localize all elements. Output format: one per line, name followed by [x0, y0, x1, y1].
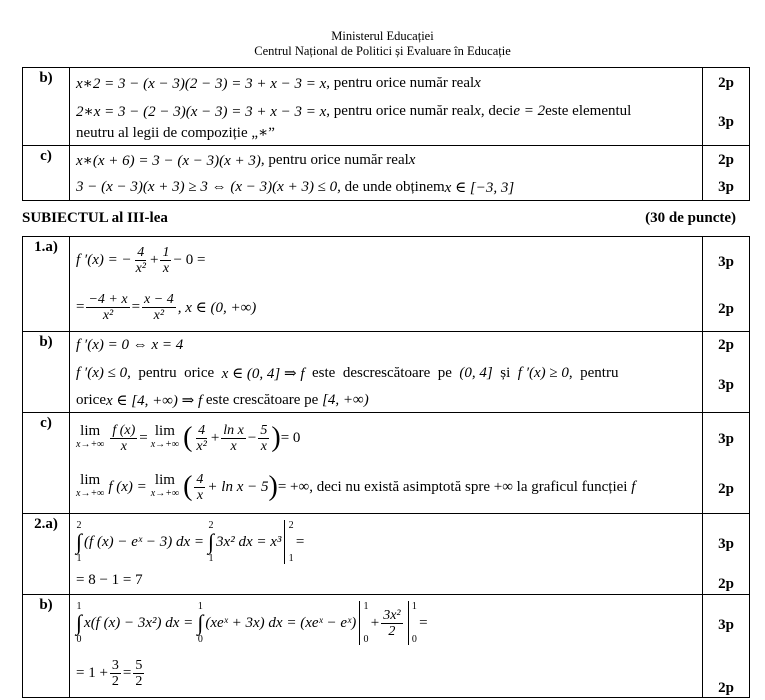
- 2b-l2-eq: =: [122, 664, 132, 681]
- 2b-score2: 2p: [718, 680, 734, 696]
- 1c-paren2-close: ): [268, 471, 278, 502]
- b-row2-text3: este elementul: [545, 102, 632, 119]
- 1b-l2-m4: f ′(x) ≥ 0: [517, 364, 569, 381]
- 2b-l2-pre: = 1 +: [76, 664, 108, 681]
- 1c-frac-fx: $\frac{f (x)}{x}$: [112, 422, 136, 454]
- 1b-l2-m3: (0, 4]: [459, 364, 493, 381]
- 1a-line2: [76, 284, 696, 331]
- 2b-eval-bar2: 1 0: [408, 601, 418, 645]
- 1a-score2: 2p: [718, 301, 734, 317]
- 1c-l2-f2: f: [631, 478, 636, 495]
- 2b-l1-a: x(f (x) − 3x²) dx =: [84, 614, 194, 631]
- 1b-l2-m1: f ′(x) ≤ 0: [76, 364, 128, 381]
- 1b-l2-t1: , pentru orice: [127, 364, 222, 381]
- 1b-score2: 3p: [718, 376, 734, 393]
- 1a-frac4: $\frac{x - 4}{\text{x²}}$: [144, 292, 174, 323]
- b-row2: [76, 99, 696, 145]
- item-2b-body: [70, 595, 703, 698]
- 2b-scores: [703, 595, 750, 698]
- 1b-l2-t4: , pentru: [568, 364, 619, 381]
- 1c-minus: −: [247, 429, 257, 446]
- 1c-l1-eq: =: [139, 429, 148, 446]
- item-2a-body: [70, 514, 703, 595]
- 1c-l2-f: f (x) =: [108, 478, 147, 495]
- 1b-l3-m2: [4, +∞): [322, 391, 369, 408]
- 1c-frac-d: $\frac{4}{x}$: [196, 471, 204, 503]
- 1b-l2-t2: este descrescătoare pe: [304, 364, 460, 381]
- item-1c-body: [70, 413, 703, 514]
- c-row2-math1: 3 − (x − 3)(x + 3) ≥ 3 ⇔ (x − 3)(x + 3) ≤ 0: [76, 178, 338, 195]
- 1c-lim4: lim x→+∞: [150, 472, 180, 499]
- subject3-points: (30 de puncte): [645, 210, 736, 226]
- 1a-l2-eq: =: [131, 299, 141, 315]
- 2b-line2: [76, 651, 696, 695]
- item-label-1c: c): [23, 413, 70, 514]
- item-label-1b: b): [23, 332, 70, 413]
- b-row2-var: x: [474, 102, 481, 119]
- item-label-2a: 2.a): [23, 514, 70, 595]
- 1c-frac-a: $\frac{4}{\text{x²}}$: [196, 422, 207, 454]
- 1a-l2-pre: =: [76, 299, 85, 315]
- 1b-l2-t3: și: [492, 364, 518, 381]
- 1c-paren-close: ): [271, 422, 281, 453]
- item-label-b: b): [23, 68, 70, 146]
- 2a-eval-bar: 2 1: [284, 520, 294, 564]
- item-label-c: c): [23, 146, 70, 201]
- b-row2-e: e = 2: [513, 102, 546, 119]
- 1b-score1: 2p: [718, 336, 734, 353]
- c-row1-var: x: [408, 151, 416, 168]
- 1c-l2-post: = +∞: [277, 478, 310, 495]
- 1c-score1: 3p: [718, 430, 734, 447]
- b-row1-text: , pentru orice număr real: [326, 75, 475, 91]
- c-row1: [76, 146, 696, 174]
- 1c-lim3: lim x→+∞: [76, 472, 105, 499]
- b-row1: [76, 68, 696, 99]
- b-row2-text1: , pentru orice număr real: [326, 102, 475, 119]
- 2b-eval-bar1: 1 0: [359, 601, 369, 645]
- 1a-line1: [76, 237, 696, 284]
- 1b-l2-m2: x ∈ (0, 4] ⇒ f: [221, 365, 305, 382]
- 1c-lim2: lim x→+∞: [150, 423, 180, 450]
- 2a-integral2: 2 ∫ 1: [208, 520, 215, 564]
- 2b-score1: 3p: [718, 616, 734, 633]
- header-center: Centrul Național de Politici și Evaluare în Educație: [254, 44, 511, 58]
- 1c-line1: [76, 413, 696, 463]
- 1b-line1: f ′(x) = 0 ⇔ x = 4: [76, 336, 184, 353]
- 2a-line2: = 8 − 1 = 7: [76, 571, 143, 588]
- 1c-lim1: lim x→+∞: [76, 423, 105, 450]
- b-scores: [703, 68, 750, 146]
- item-1a-body: [70, 237, 703, 332]
- 2a-score2: 2p: [718, 575, 734, 592]
- 1c-l2-inf: +∞: [493, 478, 513, 495]
- 2a-l1-a: (f (x) − eˣ − 3) dx =: [84, 533, 205, 550]
- 1b-line3: [76, 388, 696, 412]
- 1b-l3-t1: orice: [76, 391, 106, 408]
- item-label-1a: 1.a): [23, 237, 70, 332]
- 1b-line2: [76, 358, 696, 388]
- 2a-score1: 3p: [718, 535, 734, 552]
- 1c-plus: +: [210, 429, 220, 446]
- 1b-l3-m1: x ∈ [4, +∞) ⇒ f: [105, 392, 203, 409]
- 1c-paren2-open: (: [183, 471, 193, 502]
- c-row2-math2: x ∈ [−3, 3]: [444, 179, 515, 196]
- header-ministry: Ministerul Educației: [331, 29, 434, 43]
- b-row2-text4: neutru al legii de compoziție „∗”: [76, 124, 275, 141]
- 2b-l1-b: (xeˣ + 3x) dx = (xeˣ − eˣ): [205, 614, 357, 631]
- b-row1-var: x: [474, 75, 481, 91]
- 2b-frac3: $\frac{5}{2}$: [135, 657, 143, 689]
- item-label-2b: b): [23, 595, 70, 698]
- c-scores: [703, 146, 750, 201]
- 1a-l2-post: , x ∈ (0, +∞): [177, 300, 257, 316]
- b-row2-text2: , deci: [480, 102, 514, 119]
- 2b-frac: $\frac{\text{3x²}}{2}$: [383, 607, 401, 639]
- 1c-l2-text1: , deci nu există asimptotă spre: [309, 478, 494, 495]
- 1c-frac-c: $\frac{5}{x}$: [260, 422, 268, 454]
- item-1b-body: [70, 332, 703, 413]
- 1a-score1: 3p: [718, 254, 734, 270]
- 1a-frac3: $\frac{-4 + x}{\text{x²}}$: [88, 292, 128, 323]
- 1a-scores: [703, 237, 750, 332]
- 1a-frac2: $\frac{1}{x}$: [162, 245, 170, 276]
- subject3-title: SUBIECTUL al III-lea: [22, 210, 168, 226]
- b-score2: 3p: [718, 113, 734, 130]
- 1c-l2-mid: + ln x − 5: [207, 478, 269, 495]
- c-row1-math: x∗(x + 6) = 3 − (x − 3)(x + 3): [76, 152, 261, 169]
- section3-table: [22, 236, 750, 698]
- 1c-l1-post: = 0: [280, 429, 301, 446]
- 2b-frac2: $\frac{3}{2}$: [111, 657, 119, 689]
- 2a-scores: [703, 514, 750, 595]
- 1a-l1-post: − 0 =: [173, 252, 206, 268]
- c-score1: 2p: [718, 151, 734, 168]
- b-row2-math: 2∗x = 3 − (2 − 3)(x − 3) = 3 + x − 3 = x: [76, 103, 327, 120]
- 1a-frac1: $\frac{4}{\text{x²}}$: [135, 245, 147, 276]
- subject3-heading: [22, 210, 750, 227]
- 1b-l3-t2: este crescătoare pe: [202, 391, 323, 408]
- 1c-paren-open: (: [183, 422, 193, 453]
- 1a-l1-pre: f ′(x) = −: [76, 252, 132, 268]
- 2b-l1-plus: +: [370, 614, 380, 631]
- 2b-l1-end: =: [419, 614, 428, 631]
- c-score2: 3p: [718, 178, 734, 195]
- 2a-integral1: 2 ∫ 1: [76, 520, 83, 564]
- 1c-line2: [76, 463, 696, 511]
- b-row1-math: x∗2 = 3 − (x − 3)(2 − 3) = 3 + x − 3 = x: [76, 76, 327, 92]
- 2a-l1-end: =: [295, 533, 305, 550]
- 1a-l1-plus: +: [150, 252, 159, 268]
- section2-table: [22, 67, 750, 201]
- 1c-score2: 2p: [718, 480, 734, 497]
- b-score1: 2p: [718, 75, 734, 91]
- c-row2-text: , de unde obținem: [337, 178, 445, 195]
- 1c-scores: [703, 413, 750, 514]
- 1b-scores: [703, 332, 750, 413]
- 1c-l2-text2: la graficul funcției: [512, 478, 632, 495]
- item-c-body: [70, 146, 703, 201]
- 1c-frac-b: $\frac{\text{ln x}}{x}$: [223, 422, 244, 454]
- 2a-l1-b: 3x² dx = x³: [216, 533, 282, 550]
- 2b-integral1: 1 ∫ 0: [76, 601, 83, 645]
- 2b-integral2: 1 ∫ 0: [197, 601, 204, 645]
- c-row1-text: , pentru orice număr real: [260, 151, 409, 168]
- 2b-line1: [76, 595, 696, 651]
- c-row2: [76, 174, 696, 200]
- 2a-line1: [76, 514, 696, 570]
- item-b-body: [70, 68, 703, 146]
